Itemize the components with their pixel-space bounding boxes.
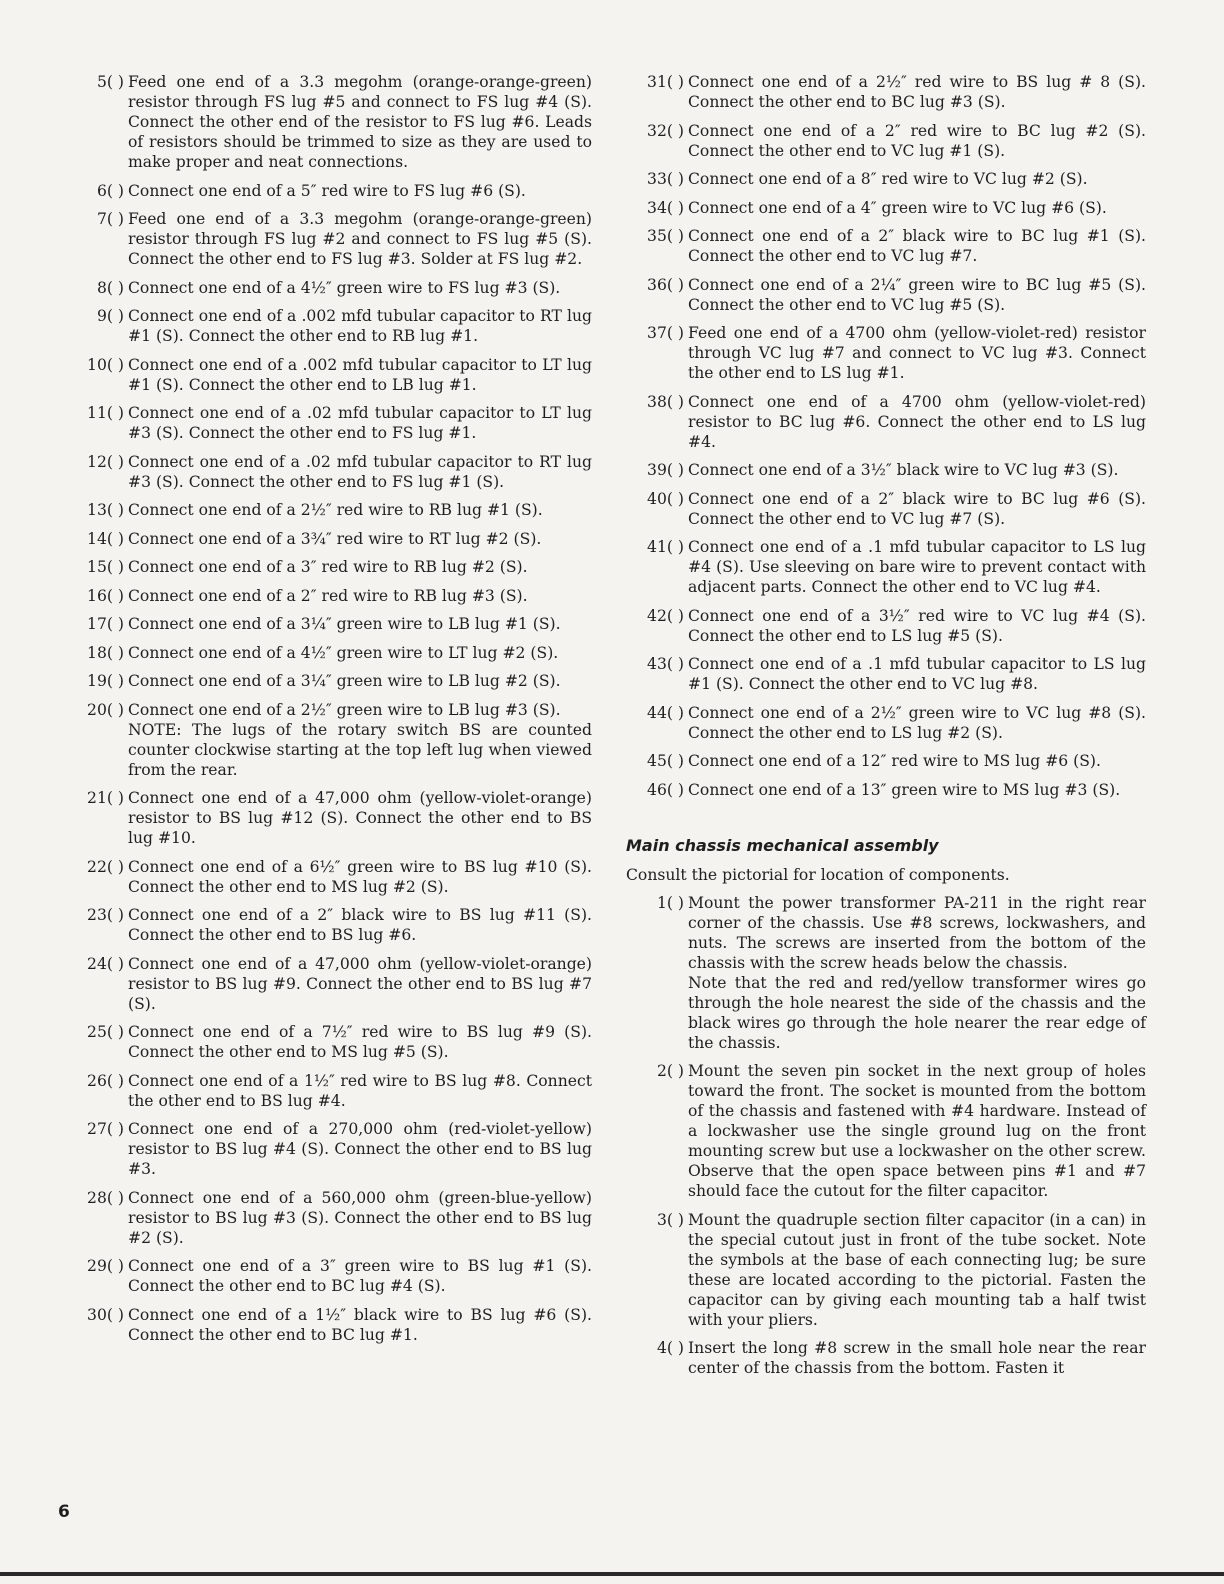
step-checkbox-number[interactable]: 41( ) <box>647 538 684 556</box>
step-text-block <box>688 537 1146 597</box>
step-checkbox-number[interactable]: 29( ) <box>87 1257 124 1275</box>
mechanical-step-list <box>618 893 1146 1379</box>
step-checkbox-number[interactable]: 16( ) <box>87 586 124 605</box>
left-column <box>62 72 592 1353</box>
step-checkbox-number[interactable]: 34( ) <box>647 198 684 217</box>
instruction-step <box>618 893 1146 1053</box>
step-text: Connect one end of a 2″ red wire to BC lug #2 (S). Connect the other end to VC lug #1 (S). <box>688 121 1146 160</box>
step-text-block <box>688 392 1146 452</box>
step-text-block <box>128 700 592 780</box>
instruction-step <box>618 1338 1146 1378</box>
instruction-step <box>618 489 1146 529</box>
step-checkbox-number[interactable]: 35( ) <box>647 227 684 245</box>
step-text-block <box>688 121 1146 161</box>
step-note: Note that the red and red/yellow transformer wires go through the hole nearest the side of the chassis and the black wires go through the hole nearer the rear edge of the chassis. <box>688 973 1146 1052</box>
instruction-step <box>62 788 592 848</box>
step-checkbox-number[interactable]: 6( ) <box>96 181 124 200</box>
step-text-block <box>128 1305 592 1345</box>
step-text: Connect one end of a 2″ black wire to BC lug #1 (S). Connect the other end to VC lug #7. <box>688 227 1146 265</box>
step-text-block <box>688 703 1146 743</box>
instruction-step <box>62 500 592 520</box>
instruction-step <box>62 857 592 897</box>
instruction-step <box>618 198 1146 218</box>
step-checkbox-number[interactable]: 32( ) <box>647 121 684 140</box>
step-text: Connect one end of a 1½″ black wire to BS lug #6 (S). Connect the other end to BC lug #1. <box>128 1305 592 1344</box>
step-text-block <box>128 557 592 577</box>
step-checkbox-number[interactable]: 40( ) <box>647 489 684 508</box>
step-text-block <box>688 1210 1146 1330</box>
instruction-step <box>618 392 1146 452</box>
instruction-step <box>62 181 592 201</box>
right-step-list <box>618 72 1146 800</box>
instruction-step <box>62 209 592 269</box>
step-text-block <box>128 905 592 945</box>
instruction-step <box>62 72 592 172</box>
step-checkbox-number[interactable]: 30( ) <box>87 1305 124 1324</box>
instruction-step <box>618 226 1146 266</box>
step-checkbox-number[interactable]: 18( ) <box>87 643 124 662</box>
step-text-block <box>128 788 592 848</box>
bottom-rule <box>0 1572 1224 1576</box>
instruction-step <box>62 671 592 691</box>
step-text: Connect one end of a 3½″ black wire to VC lug #3 (S). <box>688 461 1119 479</box>
step-text-block <box>688 72 1146 112</box>
step-checkbox-number[interactable]: 20( ) <box>87 700 124 719</box>
instruction-step <box>618 703 1146 743</box>
instruction-step <box>618 72 1146 112</box>
step-text-block <box>128 181 592 201</box>
step-text: Connect one end of a 4½″ green wire to FS lug #3 (S). <box>128 278 561 297</box>
step-text: Insert the long #8 screw in the small hole near the rear center of the chassis from the bottom. Fasten it <box>688 1339 1146 1377</box>
instruction-step <box>62 1305 592 1345</box>
step-text-block <box>688 1061 1146 1201</box>
step-checkbox-number[interactable]: 9( ) <box>96 307 124 325</box>
step-text-block <box>128 209 592 269</box>
step-note: NOTE: The lugs of the rotary switch BS are counted counter clockwise starting at the top left lug when viewed from the rear. <box>128 720 592 779</box>
step-text-block <box>688 606 1146 646</box>
step-checkbox-number[interactable]: 22( ) <box>87 857 124 876</box>
instruction-step <box>62 643 592 663</box>
step-text: Connect one end of a 2½″ red wire to RB lug #1 (S). <box>128 501 543 519</box>
step-text: Connect one end of a 7½″ red wire to BS lug #9 (S). Connect the other end to MS lug #5 (S). <box>128 1023 592 1061</box>
step-checkbox-number[interactable]: 36( ) <box>647 275 684 294</box>
step-text-block <box>128 954 592 1014</box>
step-text-block <box>688 780 1146 800</box>
step-text: Feed one end of a 3.3 megohm (orange-orange-green) resistor through FS lug #2 and connect to FS lug #5 (S). Connect the other end to FS lug #3. Solder at FS lug #2. <box>128 210 592 268</box>
step-text: Connect one end of a 3½″ red wire to VC lug #4 (S). Connect the other end to LS lug #5 (S). <box>688 606 1146 645</box>
step-text-block <box>128 500 592 520</box>
step-text: Connect one end of a 12″ red wire to MS lug #6 (S). <box>688 752 1101 770</box>
instruction-step <box>62 355 592 395</box>
step-text: Mount the seven pin socket in the next group of holes toward the front. The socket is mounted from the bottom of the chassis and fastened with #4 hardware. Instead of a lockwasher use the single ground lug on the front mounting screw but use a lockwasher on the other screw. Observe that the open space between pins #1 and #7 should face the cutout for the filter capacitor. <box>688 1062 1146 1200</box>
step-text-block <box>128 278 592 298</box>
step-text-block <box>688 1338 1146 1378</box>
step-text: Connect one end of a 3″ green wire to BS lug #1 (S). Connect the other end to BC lug #4 (S). <box>128 1257 592 1295</box>
section-intro: Consult the pictorial for location of components. <box>626 865 1010 884</box>
step-text: Connect one end of a 47,000 ohm (yellow-violet-orange) resistor to BS lug #9. Connect the other end to BS lug #7 (S). <box>128 954 592 1013</box>
instruction-step <box>618 751 1146 771</box>
step-text-block <box>128 529 592 549</box>
instruction-step <box>62 1022 592 1062</box>
step-checkbox-number[interactable]: 26( ) <box>87 1071 124 1090</box>
instruction-step <box>62 905 592 945</box>
step-checkbox-number[interactable]: 3( ) <box>656 1210 684 1229</box>
step-checkbox-number[interactable]: 2( ) <box>656 1062 684 1080</box>
step-text: Connect one end of a 3¾″ red wire to RT lug #2 (S). <box>128 529 542 548</box>
step-text-block <box>128 1022 592 1062</box>
right-column <box>618 72 1146 1387</box>
step-text: Connect one end of a 560,000 ohm (green-blue-yellow) resistor to BS lug #3 (S). Connect the other end to BS lug #2 (S). <box>128 1188 592 1247</box>
instruction-step <box>62 954 592 1014</box>
step-text: Connect one end of a .1 mfd tubular capacitor to LS lug #4 (S). Use sleeving on bare wire to prevent contact with adjacent parts. Connect the other end to VC lug #4. <box>688 538 1146 596</box>
instruction-step <box>618 780 1146 800</box>
instruction-step <box>62 452 592 492</box>
step-checkbox-number[interactable]: 24( ) <box>87 954 124 973</box>
step-text: Mount the quadruple section filter capacitor (in a can) in the special cutout just in front of the tube socket. Note the symbols at the base of each connecting lug; be sure these are located according to the pictorial. Fasten the capacitor can by giving each mounting tab a half twist with your pliers. <box>688 1210 1146 1329</box>
instruction-step <box>618 460 1146 480</box>
step-text: Feed one end of a 3.3 megohm (orange-orange-green) resistor through FS lug #5 and connect to FS lug #4 (S). Connect the other end of the resistor to FS lug #6. Leads of resistors should be trimmed to size as they are used to make proper and neat connections. <box>128 73 592 171</box>
section-heading: Main chassis mechanical assembly <box>626 835 939 855</box>
step-checkbox-number[interactable]: 37( ) <box>647 324 684 342</box>
step-checkbox-number[interactable]: 4( ) <box>656 1339 684 1357</box>
step-text-block <box>128 355 592 395</box>
step-checkbox-number[interactable]: 23( ) <box>87 906 124 924</box>
page-number: 6 <box>58 1502 70 1522</box>
step-checkbox-number[interactable]: 39( ) <box>647 461 684 479</box>
step-text: Connect one end of a 270,000 ohm (red-violet-yellow) resistor to BS lug #4 (S). Connect the other end to BS lug #3. <box>128 1120 592 1178</box>
step-text: Connect one end of a 8″ red wire to VC lug #2 (S). <box>688 170 1088 188</box>
step-text-block <box>128 857 592 897</box>
step-text-block <box>128 1256 592 1296</box>
step-text: Connect one end of a 4″ green wire to VC lug #6 (S). <box>688 198 1107 217</box>
step-text-block <box>128 614 592 634</box>
step-checkbox-number[interactable]: 38( ) <box>647 392 684 411</box>
step-checkbox-number[interactable]: 1( ) <box>656 893 684 912</box>
step-text: Connect one end of a 3¼″ green wire to LB lug #2 (S). <box>128 672 561 690</box>
step-text: Connect one end of a 2″ red wire to RB lug #3 (S). <box>128 586 528 605</box>
instruction-step <box>62 1071 592 1111</box>
step-text-block <box>688 893 1146 1053</box>
instruction-step <box>62 1256 592 1296</box>
step-checkbox-number[interactable]: 28( ) <box>87 1188 124 1207</box>
step-checkbox-number[interactable]: 15( ) <box>87 558 124 576</box>
step-checkbox-number[interactable]: 45( ) <box>647 752 684 770</box>
step-text-block <box>688 198 1146 218</box>
step-checkbox-number[interactable]: 44( ) <box>647 703 684 722</box>
step-text-block <box>128 403 592 443</box>
step-checkbox-number[interactable]: 11( ) <box>87 404 124 422</box>
step-text: Connect one end of a 13″ green wire to MS lug #3 (S). <box>688 780 1121 799</box>
step-text: Connect one end of a .002 mfd tubular capacitor to RT lug #1 (S). Connect the other end to RB lug #1. <box>128 307 592 345</box>
step-text: Connect one end of a 2½″ green wire to LB lug #3 (S). <box>128 700 561 719</box>
step-checkbox-number[interactable]: 31( ) <box>647 73 684 91</box>
instruction-step <box>62 1119 592 1179</box>
step-text: Connect one end of a .02 mfd tubular capacitor to RT lug #3 (S). Connect the other end to FS lug #1 (S). <box>128 452 592 491</box>
step-checkbox-number[interactable]: 12( ) <box>87 452 124 471</box>
step-checkbox-number[interactable]: 33( ) <box>647 170 684 188</box>
step-text: Feed one end of a 4700 ohm (yellow-violet-red) resistor through VC lug #7 and connect to VC lug #3. Connect the other end to LS lug #1. <box>688 324 1146 382</box>
step-text: Connect one end of a 3¼″ green wire to LB lug #1 (S). <box>128 615 561 633</box>
step-text: Connect one end of a .1 mfd tubular capacitor to LS lug #1 (S). Connect the other end to VC lug #8. <box>688 655 1146 693</box>
step-checkbox-number[interactable]: 13( ) <box>87 501 124 519</box>
step-text: Connect one end of a 5″ red wire to FS lug #6 (S). <box>128 181 526 200</box>
step-text: Connect one end of a 2″ black wire to BC lug #6 (S). Connect the other end to VC lug #7 (S). <box>688 489 1146 528</box>
step-text: Connect one end of a 3″ red wire to RB lug #2 (S). <box>128 558 528 576</box>
step-text-block <box>688 323 1146 383</box>
step-checkbox-number[interactable]: 17( ) <box>87 615 124 633</box>
step-text-block <box>688 275 1146 315</box>
step-text-block <box>128 72 592 172</box>
step-text-block <box>128 306 592 346</box>
step-text-block <box>128 671 592 691</box>
step-checkbox-number[interactable]: 25( ) <box>87 1023 124 1041</box>
step-text: Mount the power transformer PA-211 in the right rear corner of the chassis. Use #8 screws, lockwashers, and nuts. The screws are inserted from the bottom of the chassis with the screw heads below the chassis. <box>688 893 1146 972</box>
instruction-step <box>62 529 592 549</box>
step-text-block <box>128 643 592 663</box>
step-text-block <box>688 460 1146 480</box>
step-checkbox-number[interactable]: 7( ) <box>96 210 124 228</box>
step-text: Connect one end of a .02 mfd tubular capacitor to LT lug #3 (S). Connect the other end to FS lug #1. <box>128 404 592 442</box>
step-text: Connect one end of a 2″ black wire to BS lug #11 (S). Connect the other end to BS lug #6. <box>128 906 592 944</box>
step-checkbox-number[interactable]: 27( ) <box>87 1120 124 1138</box>
step-checkbox-number[interactable]: 5( ) <box>96 73 124 91</box>
instruction-step <box>618 654 1146 694</box>
step-text-block <box>688 751 1146 771</box>
step-text: Connect one end of a 2½″ red wire to BS lug # 8 (S). Connect the other end to BC lug #3 (S). <box>688 73 1146 111</box>
step-text: Connect one end of a 6½″ green wire to BS lug #10 (S). Connect the other end to MS lug #2 (S). <box>128 857 592 896</box>
instruction-step <box>62 306 592 346</box>
step-text-block <box>688 226 1146 266</box>
step-checkbox-number[interactable]: 43( ) <box>647 655 684 673</box>
step-text: Connect one end of a 2½″ green wire to VC lug #8 (S). Connect the other end to LS lug #2 (S). <box>688 703 1146 742</box>
instruction-step <box>618 1061 1146 1201</box>
instruction-step <box>618 1210 1146 1330</box>
step-text-block <box>128 1119 592 1179</box>
instruction-step <box>62 614 592 634</box>
left-step-list <box>62 72 592 1345</box>
step-text: Connect one end of a 4700 ohm (yellow-violet-red) resistor to BC lug #6. Connect the other end to LS lug #4. <box>688 392 1146 451</box>
step-text-block <box>128 1071 592 1111</box>
instruction-step <box>618 121 1146 161</box>
step-text-block <box>688 654 1146 694</box>
instruction-step <box>62 586 592 606</box>
step-text-block <box>688 489 1146 529</box>
instruction-step <box>62 700 592 780</box>
instruction-step <box>62 278 592 298</box>
instruction-step <box>618 169 1146 189</box>
step-text-block <box>688 169 1146 189</box>
instruction-step <box>618 606 1146 646</box>
step-text: Connect one end of a 4½″ green wire to LT lug #2 (S). <box>128 643 559 662</box>
step-checkbox-number[interactable]: 10( ) <box>87 355 124 374</box>
step-checkbox-number[interactable]: 46( ) <box>647 780 684 799</box>
step-checkbox-number[interactable]: 19( ) <box>87 672 124 690</box>
step-checkbox-number[interactable]: 42( ) <box>647 606 684 625</box>
instruction-step <box>618 537 1146 597</box>
step-text: Connect one end of a 1½″ red wire to BS lug #8. Connect the other end to BS lug #4. <box>128 1071 592 1110</box>
step-text: Connect one end of a .002 mfd tubular capacitor to LT lug #1 (S). Connect the other end to LB lug #1. <box>128 355 592 394</box>
instruction-step <box>618 275 1146 315</box>
instruction-step <box>618 323 1146 383</box>
step-checkbox-number[interactable]: 21( ) <box>87 789 124 807</box>
instruction-step <box>62 1188 592 1248</box>
step-text-block <box>128 452 592 492</box>
step-text-block <box>128 586 592 606</box>
step-checkbox-number[interactable]: 8( ) <box>96 278 124 297</box>
step-text: Connect one end of a 2¼″ green wire to BC lug #5 (S). Connect the other end to VC lug #5 (S). <box>688 275 1146 314</box>
instruction-step <box>62 557 592 577</box>
instruction-step <box>62 403 592 443</box>
step-text: Connect one end of a 47,000 ohm (yellow-violet-orange) resistor to BS lug #12 (S). Connect the other end to BS lug #10. <box>128 789 592 847</box>
step-checkbox-number[interactable]: 14( ) <box>87 529 124 548</box>
step-text-block <box>128 1188 592 1248</box>
